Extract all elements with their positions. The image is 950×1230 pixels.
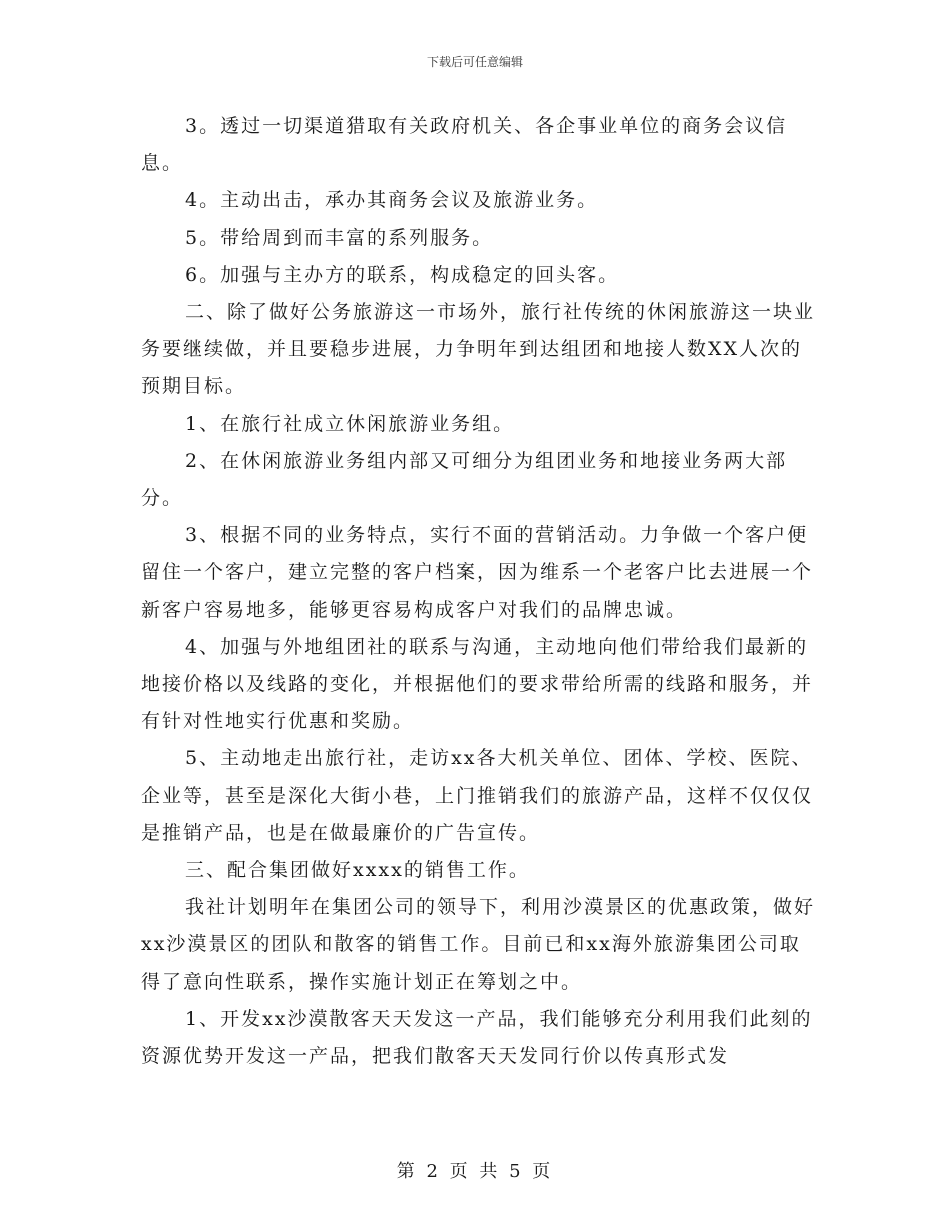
paragraph: 1、在旅行社成立休闲旅游业务组。 xyxy=(185,412,515,435)
paragraph: 我社计划明年在集团公司的领导下，利用沙漠景区的优惠政策，做好xx沙漠景区的团队和散客的销售工作。目前已和xx海外旅游集团公司取得了意向性联系，操作实施计划正在筹划之中。 xyxy=(141,896,816,993)
paragraph: 4、加强与外地组团社的联系与沟通，主动地向他们带给我们最新的地接价格以及线路的变化，并根据他们的要求带给所需的线路和服务，并有针对性地实行优惠和奖励。 xyxy=(141,635,814,733)
paragraph: 5。带给周到而丰富的系列服务。 xyxy=(185,226,494,249)
paragraph: 5、主动地走出旅行社，走访xx各大机关单位、团体、学校、医院、企业等，甚至是深化大街小巷，上门推销我们的旅游产品，这样不仅仅仅是推销产品，也是在做最廉价的广告宣传。 xyxy=(141,747,814,844)
paragraph: 2、在休闲旅游业务组内部又可细分为组团业务和地接业务两大部分。 xyxy=(141,449,788,510)
paragraph: 三、配合集团做好xxxx的销售工作。 xyxy=(185,859,530,882)
page-number: 第 2 页 共 5 页 xyxy=(396,1161,554,1182)
paragraph: 3、根据不同的业务特点，实行不面的营销活动。力争做一个客户便留住一个客户，建立完整的客户档案，因为维系一个老客户比去进展一个新客户容易地多，能够更容易构成客户对我们的品牌忠诚。 xyxy=(141,524,814,621)
paragraph: 1、开发xx沙漠散客天天发这一产品，我们能够充分利用我们此刻的资源优势开发这一产品，把我们散客天天发同行价以传真形式发 xyxy=(141,1007,813,1068)
document-body xyxy=(141,108,817,1075)
page-header: 下载后可任意编辑 xyxy=(426,55,523,69)
paragraph: 3。透过一切渠道猎取有关政府机关、各企事业单位的商务会议信息。 xyxy=(141,115,788,175)
paragraph: 4。主动出击，承办其商务会议及旅游业务。 xyxy=(185,189,599,212)
paragraph: 6。加强与主办方的联系，构成稳定的回头客。 xyxy=(185,263,620,286)
paragraph: 二、除了做好公务旅游这一市场外，旅行社传统的休闲旅游这一块业务要继续做，并且要稳步进展，力争明年到达组团和地接人数XX人次的预期目标。 xyxy=(141,301,816,398)
